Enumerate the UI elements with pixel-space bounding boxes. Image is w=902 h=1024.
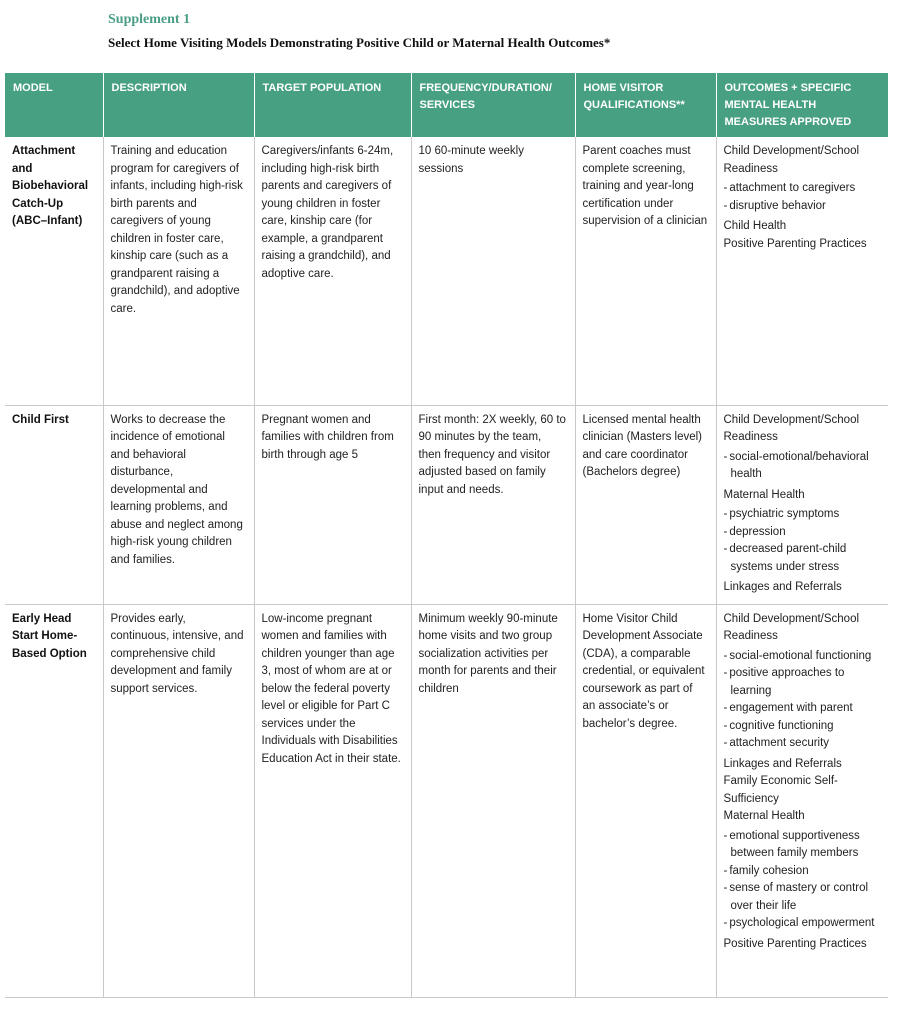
model-description: Provides early, continuous, intensive, and comprehensive child development and family support services. (103, 604, 254, 997)
model-frequency: First month: 2X weekly, 60 to 90 minutes by the team, then frequency and visitor adjusted based on family input and needs. (411, 405, 575, 604)
table-row (5, 405, 888, 604)
model-name: Attachment and Biobehavioral Catch-Up (ABC–Infant) (5, 137, 103, 405)
outcome-category: Child Development/School Readiness (723, 413, 860, 443)
model-name: Child First (5, 405, 103, 604)
outcome-measure: - disruptive behavior (724, 198, 881, 216)
model-outcomes (716, 405, 888, 604)
outcome-measure: - social-emotional functioning (724, 648, 881, 666)
outcome-measure-list (724, 449, 881, 484)
outcome-measure-list (724, 648, 881, 753)
column-header-target-population: TARGET POPULATION (254, 73, 411, 137)
document-title: Select Home Visiting Models Demonstrating Positive Child or Maternal Health Outcomes* (108, 35, 611, 50)
outcome-measure: - depression (724, 524, 881, 542)
outcome-measure: - engagement with parent (724, 700, 881, 718)
model-target-population: Pregnant women and families with children from birth through age 5 (254, 405, 411, 604)
model-outcomes (716, 137, 888, 405)
table-row (5, 137, 888, 405)
outcome-measure: - social-emotional/behavioral health (724, 449, 881, 484)
outcome-category: Maternal Health (723, 488, 805, 501)
model-qualifications: Home Visitor Child Development Associate (CDA), a comparable credential, or equivalent coursework as part of an associate’s or bachelor’s degree. (575, 604, 716, 997)
outcome-measure: - positive approaches to learning (724, 665, 881, 700)
outcome-measure: - family cohesion (724, 863, 881, 881)
model-name: Early Head Start Home-Based Option (5, 604, 103, 997)
model-target-population: Low-income pregnant women and families with children younger than age 3, most of whom are at or below the federal poverty level or eligible for Part C services under the Individuals with Disabilities Education Act in their state. (254, 604, 411, 997)
outcome-category: Positive Parenting Practices (723, 237, 867, 250)
model-frequency: 10 60-minute weekly sessions (411, 137, 575, 405)
outcome-measure: - decreased parent-child systems under stress (724, 541, 881, 576)
outcome-measure: - attachment security (724, 735, 881, 753)
outcome-category: Maternal Health (723, 810, 805, 822)
outcome-category: Child Development/School Readiness (723, 612, 860, 642)
home-visiting-models-table (5, 73, 888, 998)
outcome-category: Child Development/School Readiness (723, 145, 860, 175)
column-header-model: MODEL (5, 73, 103, 137)
model-qualifications: Parent coaches must complete screening, training and year-long certification under supervision of a clinician (575, 137, 716, 405)
column-header-frequency: FREQUENCY/DURATION/ SERVICES (411, 73, 575, 137)
column-header-qualifications: HOME VISITOR QUALIFICATIONS** (575, 73, 716, 137)
outcome-measure: - attachment to caregivers (724, 180, 881, 198)
column-header-outcomes: OUTCOMES + SPECIFIC MENTAL HEALTH MEASURES APPROVED (716, 73, 888, 137)
outcome-measure-list (724, 506, 881, 576)
model-description: Training and education program for caregivers of infants, including high-risk birth parents and caregivers of young children in foster care, kinship care (such as a grandparent raising a grandchild), and adoptive care. (103, 137, 254, 405)
model-description: Works to decrease the incidence of emotional and behavioral disturbance, developmental and learning problems, and abuse and neglect among high-risk young children and families. (103, 405, 254, 604)
table-row (5, 604, 888, 997)
table-header (5, 73, 888, 137)
model-frequency: Minimum weekly 90-minute home visits and two group socialization activities per month for parents and their children (411, 604, 575, 997)
model-outcomes (716, 604, 888, 997)
supplement-label: Supplement 1 (108, 12, 191, 27)
outcome-measure: - cognitive functioning (724, 718, 881, 736)
outcome-measure: - sense of mastery or control over their life (724, 880, 881, 915)
outcome-measure-list (724, 180, 881, 215)
outcome-measure: - psychological empowerment (724, 915, 881, 933)
outcome-measure: - psychiatric symptoms (724, 506, 881, 524)
column-header-description: DESCRIPTION (103, 73, 254, 137)
outcome-measure-list (724, 828, 881, 933)
outcome-category: Linkages and Referrals (723, 757, 842, 770)
outcome-category: Family Economic Self-Sufficiency (723, 775, 838, 805)
outcome-category: Linkages and Referrals (723, 581, 842, 593)
outcome-category: Positive Parenting Practices (723, 937, 867, 950)
model-qualifications: Licensed mental health clinician (Masters level) and care coordinator (Bachelors degree) (575, 405, 716, 604)
outcome-measure: - emotional supportiveness between family members (724, 828, 881, 863)
model-target-population: Caregivers/infants 6-24m, including high-risk birth parents and caregivers of young children in foster care, kinship care (for example, a grandparent raising a grandchild), and adoptive care. (254, 137, 411, 405)
outcome-category: Child Health (723, 220, 787, 232)
